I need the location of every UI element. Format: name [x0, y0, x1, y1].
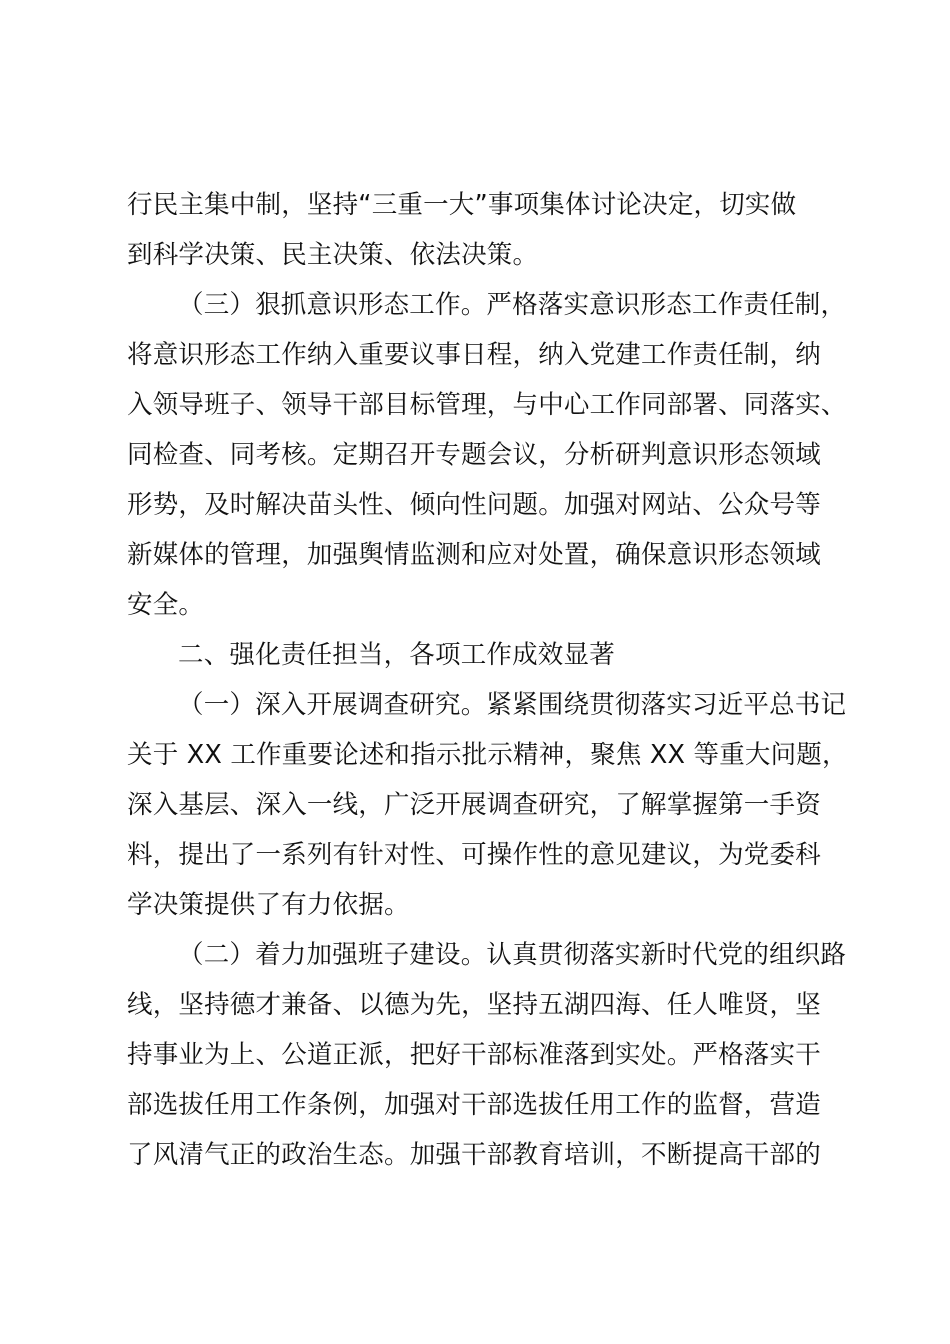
paragraph-start-line: （一）深入开展调查研究。紧紧围绕贯彻落实习近平总书记 — [178, 690, 847, 720]
text-line: 持事业为上、公道正派，把好干部标准落到实处。严格落实干 — [127, 1040, 821, 1070]
text-line: 部选拔任用工作条例，加强对干部选拔任用工作的监督，营造 — [127, 1090, 821, 1120]
text-line: 将意识形态工作纳入重要议事日程，纳入党建工作责任制，纳 — [127, 340, 821, 370]
text-line: 入领导班子、领导干部目标管理，与中心工作同部署、同落实、 — [127, 390, 847, 420]
text-line: 到科学决策、民主决策、依法决策。 — [127, 240, 539, 270]
text-line: 安全。 — [127, 590, 205, 620]
text-line: 线，坚持德才兼备、以德为先，坚持五湖四海、任人唯贤，坚 — [127, 990, 821, 1020]
text-line: 关于 XX 工作重要论述和指示批示精神，聚焦 XX 等重大问题， — [127, 740, 848, 770]
text-line: 同检查、同考核。定期召开专题会议，分析研判意识形态领域 — [127, 440, 821, 470]
text-line: 学决策提供了有力依据。 — [127, 890, 410, 920]
text-line: 深入基层、深入一线，广泛开展调查研究，了解掌握第一手资 — [127, 790, 821, 820]
section-heading: 二、强化责任担当，各项工作成效显著 — [178, 640, 615, 670]
text-line: 料，提出了一系列有针对性、可操作性的意见建议，为党委科 — [127, 840, 821, 870]
text-line: 新媒体的管理，加强舆情监测和应对处置，确保意识形态领域 — [127, 540, 821, 570]
document-body — [127, 180, 848, 1180]
text-line: 形势，及时解决苗头性、倾向性问题。加强对网站、公众号等 — [127, 490, 821, 520]
text-line: 了风清气正的政治生态。加强干部教育培训，不断提高干部的 — [127, 1140, 821, 1170]
paragraph-start-line: （二）着力加强班子建设。认真贯彻落实新时代党的组织路 — [178, 940, 847, 970]
paragraph-start-line: （三）狠抓意识形态工作。严格落实意识形态工作责任制， — [178, 290, 847, 320]
text-line: 行民主集中制，坚持“三重一大”事项集体讨论决定，切实做 — [127, 190, 797, 220]
